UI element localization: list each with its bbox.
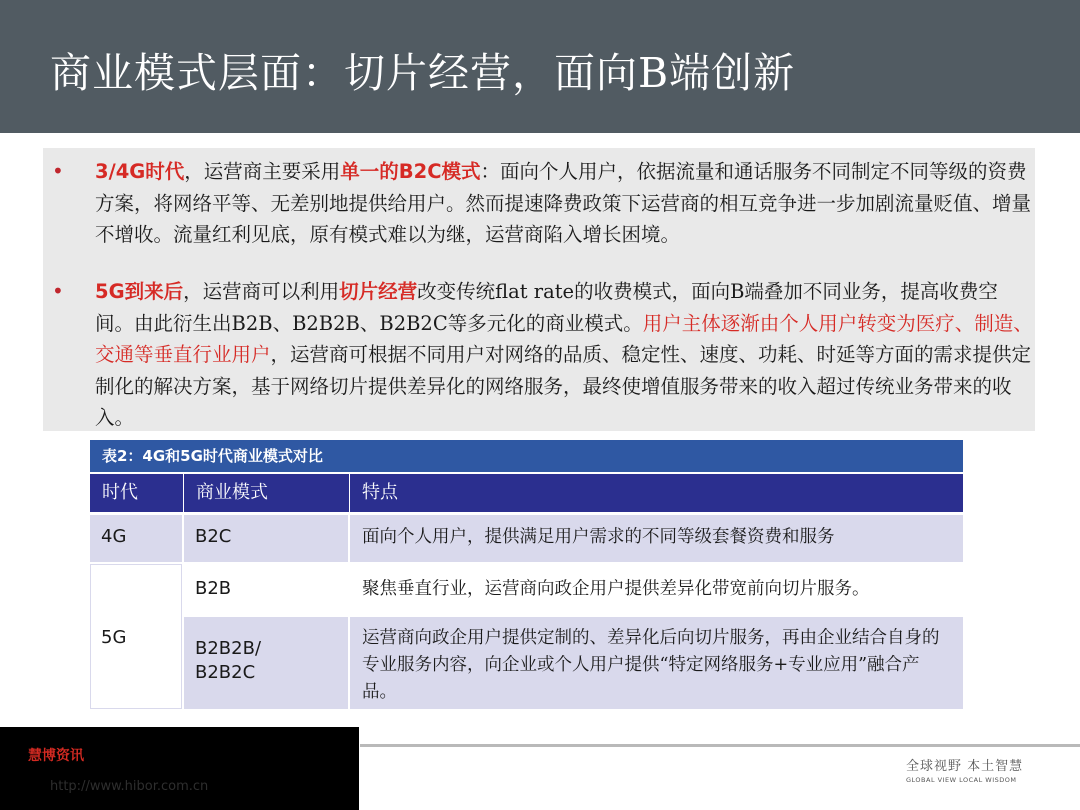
header-divider bbox=[349, 474, 350, 512]
cell-feature-b2b2b: 运营商向政企用户提供定制的、差异化后向切片服务，再由企业结合自身的专业服务内容，向企业或个人用户提供“特定网络服务+专业应用”融合产品。 bbox=[362, 628, 940, 702]
highlight-slice-ops: 切片经营 bbox=[339, 280, 418, 303]
cell-model-b2b2b: B2B2B/ B2B2C bbox=[195, 638, 262, 683]
footer-divider bbox=[360, 744, 1080, 747]
watermark-url: http://www.hibor.com.cn bbox=[50, 779, 209, 794]
cell-feature-b2b: 聚焦垂直行业，运营商向政企用户提供差异化带宽前向切片服务。 bbox=[362, 579, 870, 599]
text-segment: ，运营商可以利用 bbox=[183, 280, 340, 303]
text-segment: ：面向个人用户，依据流量和通话服务不同制定不同等级的资费方案，将网络平等、无差别地提供给用户。然而提速降费政策下运营商的相互竞争进一步加剧流量贬值、增量不增收。流量红利见底，原有模式难以为继，运营商陷入增长困境。 bbox=[95, 160, 1032, 246]
text-segment: ，运营商主要采用 bbox=[184, 160, 341, 183]
text-segment: 改变传统flat rate的收费模式，面向B端叠加不同业务，提高收费空间。由此衍生出B2B、B2B2B、B2B2C等多元化的商业模式。 bbox=[95, 280, 998, 335]
text-segment: ，运营商可根据不同用户对网络的品质、稳定性、速度、功耗、时延等方面的需求提供定制化的解决方案，基于网络切片提供差异化的网络服务，最终使增值服务带来的收入超过传统业务带来的收入。 bbox=[95, 343, 1032, 429]
table-header bbox=[90, 474, 963, 512]
watermark-brand: 慧博资讯 bbox=[28, 748, 84, 764]
slide-title: 商业模式层面：切片经营，面向B端创新 bbox=[50, 49, 796, 97]
bullet-dot-icon: • bbox=[52, 159, 64, 183]
bullet-dot-icon: • bbox=[52, 279, 64, 303]
highlight-3-4g-era: 3/4G时代 bbox=[95, 160, 185, 183]
highlight-b2c: 单一的B2C模式 bbox=[340, 160, 481, 183]
watermark-stamp bbox=[0, 727, 359, 810]
header-feature: 特点 bbox=[362, 482, 398, 503]
bullet-text-2 bbox=[95, 276, 1035, 434]
cell-model-b2c: B2C bbox=[195, 526, 232, 547]
header-divider bbox=[183, 474, 184, 512]
slogan-chinese: 全球视野 本土智慧 bbox=[906, 759, 1024, 774]
table-caption: 表2：4G和5G时代商业模式对比 bbox=[90, 440, 963, 472]
title-bar bbox=[0, 0, 1080, 133]
slogan-english: GLOBAL VIEW LOCAL WISDOM bbox=[906, 776, 1017, 784]
footer-slogan bbox=[906, 755, 1036, 784]
header-era: 时代 bbox=[102, 482, 138, 503]
cell-era-4g: 4G bbox=[101, 526, 127, 547]
header-model: 商业模式 bbox=[196, 482, 268, 503]
highlight-5g-arrival: 5G到来后 bbox=[95, 280, 184, 303]
cell-era-5g: 5G bbox=[101, 627, 127, 648]
highlight-user-shift: 用户主体逐渐由个人用户转变为医疗、制造、交通等垂直行业用户 bbox=[95, 311, 1033, 366]
bullet-text-1 bbox=[95, 156, 1035, 251]
cell-feature-b2c: 面向个人用户，提供满足用户需求的不同等级套餐资费和服务 bbox=[362, 527, 835, 547]
cell-model-b2b: B2B bbox=[195, 578, 232, 599]
